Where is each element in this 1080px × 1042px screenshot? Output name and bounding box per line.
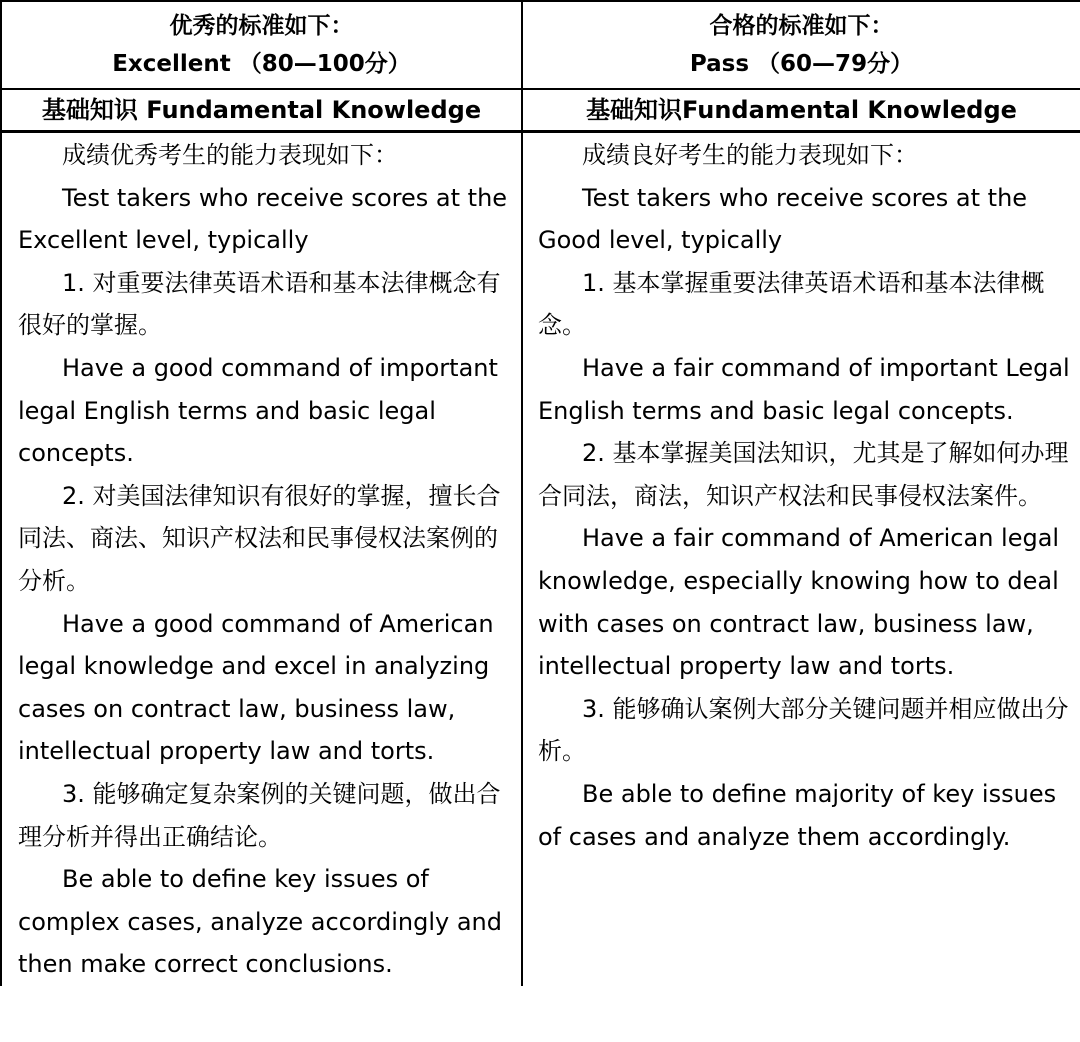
pass-level-label: Pass （60—79分）	[689, 51, 914, 77]
pass-item-2-zh: 2. 基本掌握美国法知识，尤其是了解如何办理合同法，商法，知识产权法和民事侵权法案件。	[538, 439, 1069, 510]
pass-intro-zh: 成绩良好考生的能力表现如下：	[582, 141, 918, 169]
pass-standard-title: 合格的标准如下：	[709, 13, 894, 39]
pass-header-cell	[522, 1, 1080, 89]
pass-intro-en: Test takers who receive scores at the Good level, typically	[538, 183, 1028, 255]
pass-description-cell	[522, 132, 1080, 986]
excellent-item-2-zh: 2. 对美国法律知识有很好的掌握，擅长合同法、商法、知识产权法和民事侵权法案例的分析。	[18, 481, 501, 595]
table-header-row	[1, 1, 1080, 89]
excellent-description-cell	[1, 132, 522, 986]
pass-item-2-en: Have a fair command of American legal knowledge, especially knowing how to deal with cases on contract law, business law, intellectual property law and torts.	[538, 524, 1060, 681]
excellent-intro-en: Test takers who receive scores at the Excellent level, typically	[18, 183, 508, 255]
excellent-item-1-zh: 1. 对重要法律英语术语和基本法律概念有很好的掌握。	[18, 268, 501, 340]
section-heading-row	[1, 89, 1080, 132]
pass-item-1-en: Have a fair command of important Legal English terms and basic legal concepts.	[538, 353, 1070, 425]
excellent-item-3-en: Be able to define key issues of complex cases, analyze accordingly and then make correct conclusions.	[18, 865, 502, 979]
excellent-item-1-en: Have a good command of important legal English terms and basic legal concepts.	[18, 353, 498, 468]
pass-item-3-zh: 3. 能够确认案例大部分关键问题并相应做出分析。	[538, 694, 1069, 766]
excellent-item-2-en: Have a good command of American legal knowledge and excel in analyzing cases on contract law, business law, intellectual property law and torts.	[18, 609, 494, 766]
pass-item-1-zh: 1. 基本掌握重要法律英语术语和基本法律概念。	[538, 268, 1045, 340]
excellent-level-label: Excellent （80—100分）	[112, 51, 411, 77]
excellent-section-heading: 基础知识 Fundamental Knowledge	[1, 89, 522, 132]
excellent-standard-title: 优秀的标准如下：	[169, 13, 354, 39]
excellent-intro-zh: 成绩优秀考生的能力表现如下：	[62, 141, 398, 169]
pass-item-3-en: Be able to define majority of key issues of cases and analyze them accordingly.	[538, 779, 1057, 851]
table-body-row	[1, 132, 1080, 986]
pass-section-heading: 基础知识Fundamental Knowledge	[522, 89, 1080, 132]
excellent-item-3-zh: 3. 能够确定复杂案例的关键问题，做出合理分析并得出正确结论。	[18, 779, 501, 851]
excellent-header-cell	[1, 1, 522, 89]
